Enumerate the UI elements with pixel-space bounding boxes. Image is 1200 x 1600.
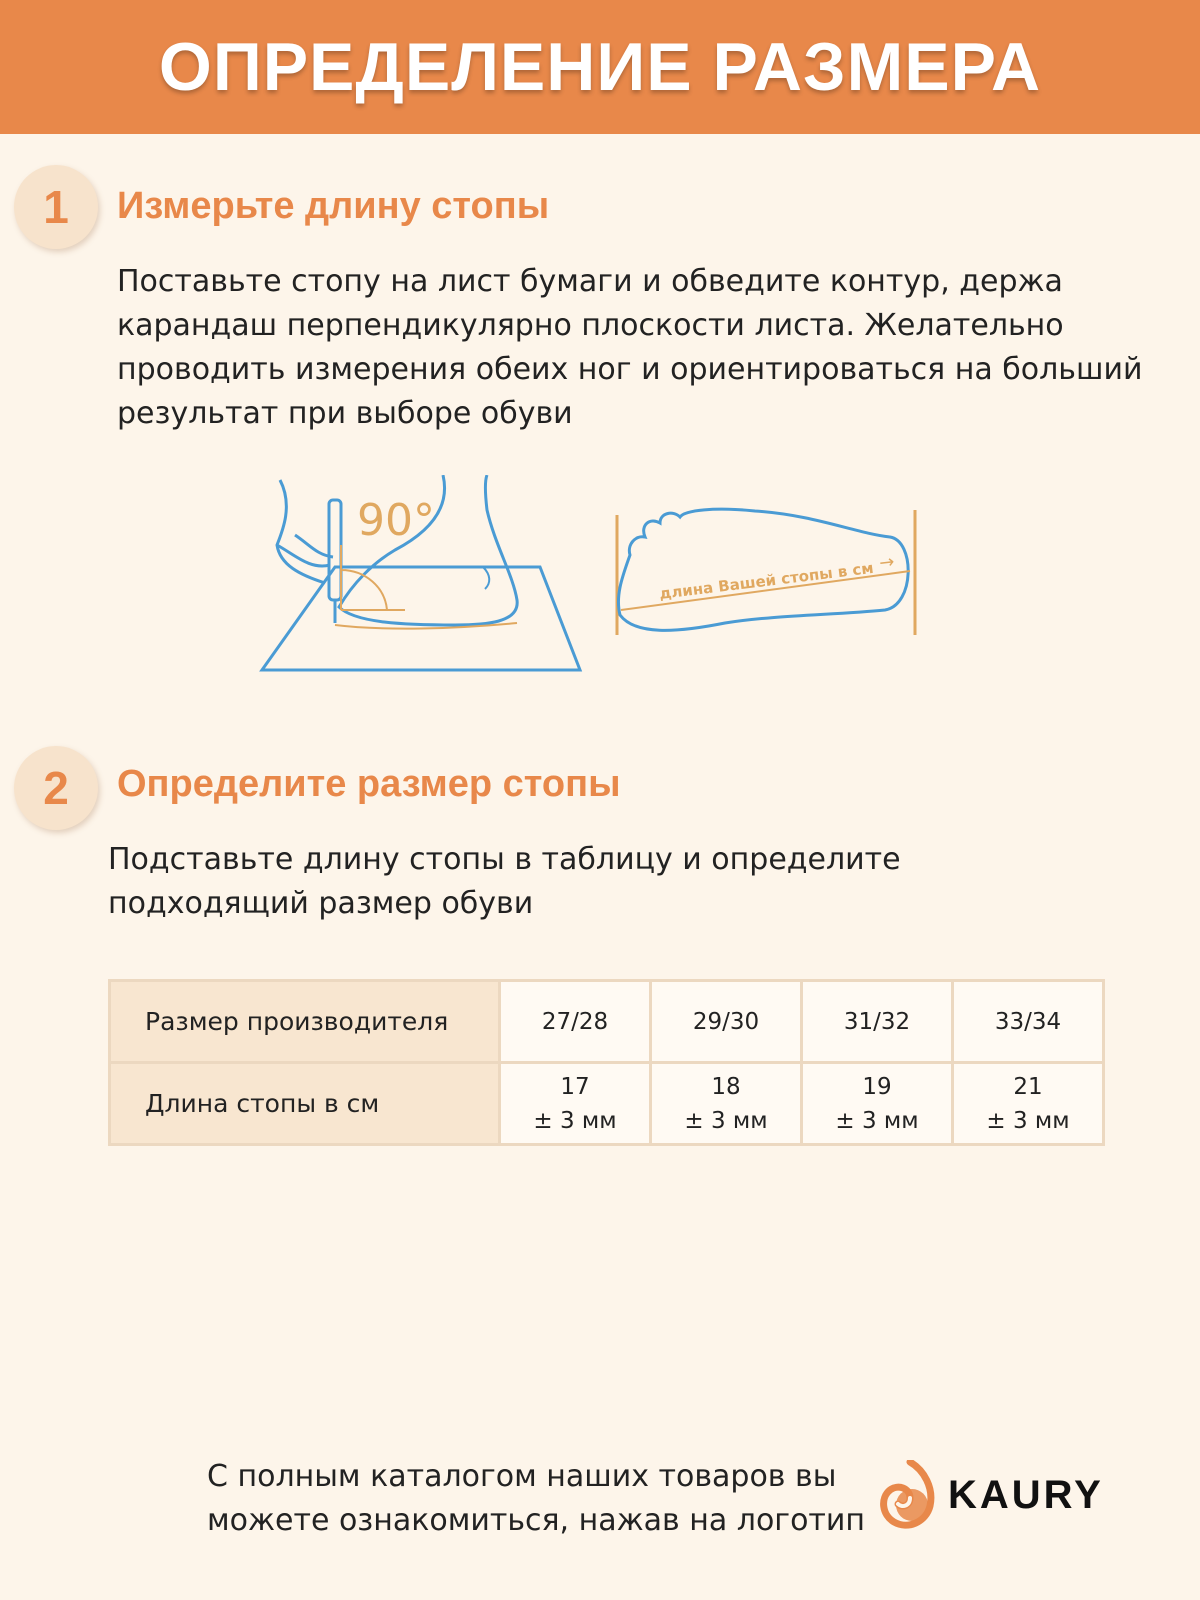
length-cell [500, 1063, 651, 1145]
angle-label: 90° [357, 495, 435, 546]
length-value: 18 [711, 1073, 741, 1100]
step-1-line: проводить измерения обеих ног и ориентироваться на больший [117, 352, 1143, 387]
table-row [110, 981, 1104, 1063]
length-cell [802, 1063, 953, 1145]
hand-outline [277, 480, 333, 583]
length-cell [651, 1063, 802, 1145]
pencil [329, 500, 341, 600]
step-1-instructions [117, 260, 1142, 436]
step-1-line: Поставьте стопу на лист бумаги и обведите контур, держа [117, 264, 1063, 299]
size-cell: 27/28 [500, 981, 651, 1063]
size-cell: 33/34 [953, 981, 1104, 1063]
measuring-illustration [255, 475, 955, 685]
length-value: 21 [1013, 1073, 1043, 1100]
step-1-number: 1 [43, 181, 69, 233]
catalog-note [207, 1455, 865, 1543]
manufacturer-size-header: Размер производителя [110, 981, 500, 1063]
length-value: 19 [862, 1073, 892, 1100]
ankle-curve [483, 567, 489, 589]
kaury-logo-link[interactable] [880, 1460, 1104, 1530]
angle-arc [341, 545, 405, 610]
size-cell: 29/30 [651, 981, 802, 1063]
tolerance: ± 3 мм [684, 1107, 768, 1134]
tolerance: ± 3 мм [835, 1107, 919, 1134]
foot-length-label: длина Вашей стопы в см [658, 558, 875, 603]
step-1-badge [14, 165, 98, 249]
step-2-badge [14, 746, 98, 830]
paper-sheet [262, 567, 580, 670]
step-2-instructions [108, 838, 901, 926]
header-banner [0, 0, 1200, 134]
step-1-line: результат при выборе обуви [117, 396, 573, 431]
size-cell: 31/32 [802, 981, 953, 1063]
foot-length-header: Длина стопы в см [110, 1063, 500, 1145]
step-1-title: Измерьте длину стопы [117, 185, 550, 227]
length-cell [953, 1063, 1104, 1145]
table-row [110, 1063, 1104, 1145]
tolerance: ± 3 мм [986, 1107, 1070, 1134]
length-arrow-head: → [878, 551, 896, 574]
size-table [108, 979, 1105, 1146]
step-1-line: карандаш перпендикулярно плоскости листа. Желательно [117, 308, 1064, 343]
catalog-note-line: С полным каталогом наших товаров вы [207, 1459, 837, 1494]
logo-text: KAURY [948, 1472, 1104, 1517]
page-title: ОПРЕДЕЛЕНИЕ РАЗМЕРА [158, 29, 1042, 105]
catalog-note-line: можете ознакомиться, нажав на логотип [207, 1503, 866, 1538]
step-2-line: Подставьте длину стопы в таблицу и определите [108, 842, 901, 877]
tolerance: ± 3 мм [533, 1107, 617, 1134]
step-2-line: подходящий размер обуви [108, 886, 534, 921]
length-value: 17 [560, 1073, 590, 1100]
shell-logo-icon [880, 1460, 936, 1530]
step-2-title: Определите размер стопы [117, 763, 621, 805]
step-2-number: 2 [43, 762, 69, 814]
